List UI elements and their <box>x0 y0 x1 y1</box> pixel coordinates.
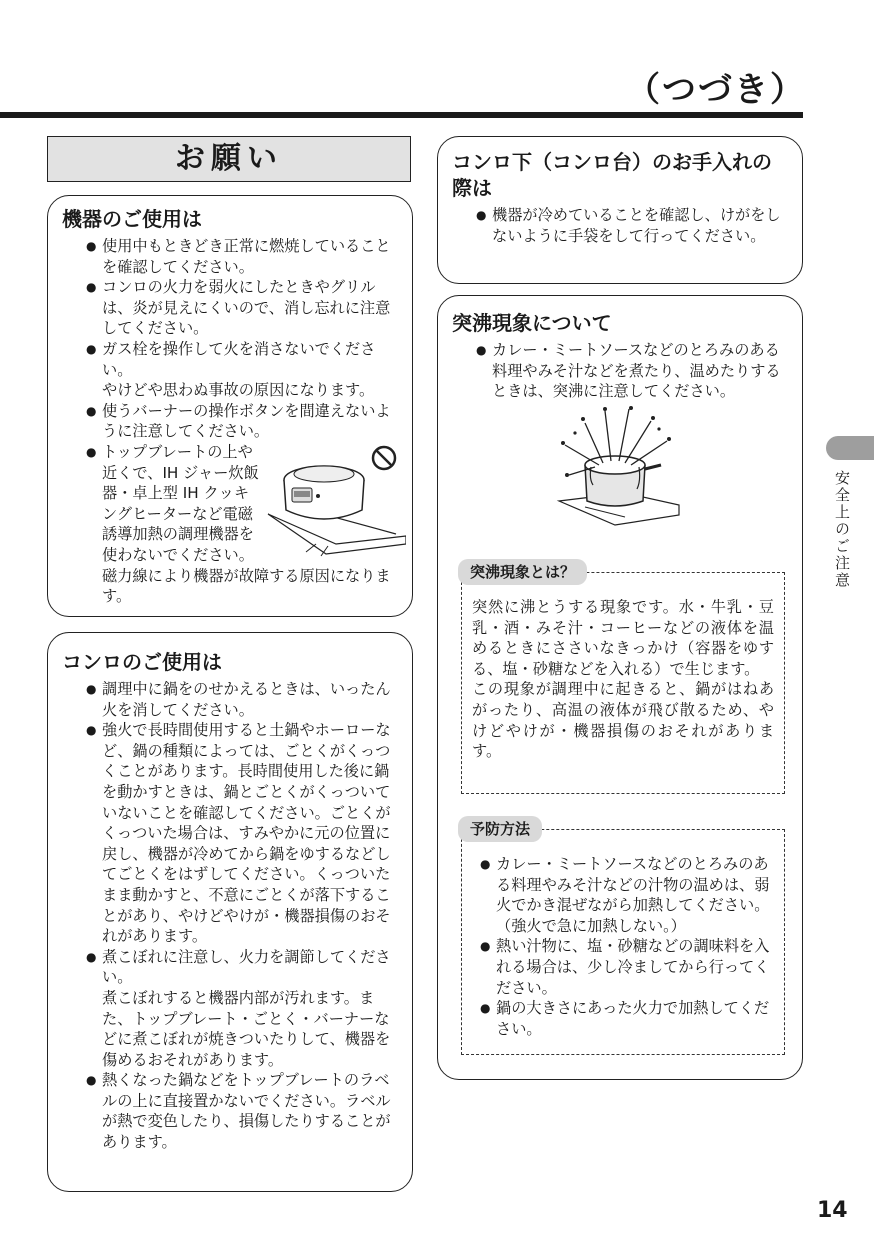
prevention-list <box>472 854 774 1039</box>
list-item: ● 強火で長時間使用すると土鍋やホーローなど、鍋の種類によっては、ごとくがくっつくことがあります。長時間使用した後に鍋を動かすときは、鍋とごとくがくっついていないことを確認してください。ごとくがくっついた場合は、すみやかに元の位置に戻し、機器が冷めてから鍋をゆするなどしてごとくをはずしてください。くっついたまま動かすと、不意にごとくが落下することがあり、やけどやけが・機器損傷のおそれがあります。 <box>86 720 398 947</box>
header-rule <box>0 112 803 118</box>
list-item: ● 煮こぼれに注意し、火力を調節してください。 煮こぼれすると機器内部が汚れます。また、トップブレート・ごとく・バーナーなどに煮こぼれが焼きついたりして、機器を傷めるおそれがあります。 <box>86 947 398 1071</box>
list-item: ● カレー・ミートソースなどのとろみのある料理やみそ汁などを煮たり、温めたりするときは、突沸に注意してください。 <box>476 340 788 402</box>
prevention-label: 予防方法 <box>458 816 542 842</box>
toppu-title: 突沸現象について <box>452 311 612 335</box>
list-item: ● トップブレートの上や近くで、IH ジャー炊飯器・卓上型 IH クッキングヒーターなど電磁誘導加熱の調理機器を使わないでください。磁力線により機器が故障する原因になります。 <box>86 442 398 607</box>
chapter-label: 安全上のご注意 <box>833 470 851 589</box>
kiki-note: やけどや思わぬ事故の原因になります。 <box>102 381 375 400</box>
prevention-box <box>461 820 785 1055</box>
page-number: 14 <box>817 1198 848 1223</box>
toppu-definition-label: 突沸現象とは？ <box>458 559 587 585</box>
list-item: ● カレー・ミートソースなどのとろみのある料理やみそ汁などの汁物の温めは、弱火でかき混ぜながら加熱してください。（強火で急に加熱しない。） <box>480 854 774 936</box>
toppu-definition-text1: 突然に沸とうする現象です。水・牛乳・豆乳・酒・みそ汁・コーヒーなどの液体を温めるときにささいなきっかけ（容器をゆする、塩・砂糖などを入れる）で生じます。 <box>472 598 774 678</box>
rice-cooker-on-stove-prohibited-illustration <box>266 444 406 562</box>
konro-note: 煮こぼれすると機器内部が汚れます。また、トップブレート・ごとく・バーナーなどに煮こぼれが焼きついたりして、機器を傷めるおそれがあります。 <box>102 988 391 1069</box>
box-konro-shita <box>437 136 803 284</box>
list-item: ● 使用中もときどき正常に燃焼していることを確認してください。 <box>86 236 398 277</box>
konro-list <box>62 679 398 1153</box>
toppu-list <box>452 340 788 402</box>
box-kiki <box>47 195 413 617</box>
list-item: ● 鍋の大きさにあった火力で加熱してください。 <box>480 998 774 1039</box>
section-continued-title: （つづき） <box>626 70 806 110</box>
konro-shita-list <box>452 205 788 246</box>
list-item: ● 熱くなった鍋などをトップブレートのラベルの上に直接置かないでください。ラベルが熱で変色したり、損傷したりすることがあります。 <box>86 1070 398 1152</box>
chapter-tab <box>826 436 874 460</box>
list-item: ● 使うバーナーの操作ボタンを間違えないように注意してください。 <box>86 401 398 442</box>
konro-title: コンロのご使用は <box>62 650 222 674</box>
list-item: ● 機器が冷めていることを確認し、けがをしないように手袋をして行ってください。 <box>476 205 788 246</box>
konro-shita-title: コンロ下（コンロ台）のお手入れの際は <box>452 150 772 200</box>
boiling-pot-illustration <box>555 405 680 527</box>
onegai-banner: お願い <box>47 136 411 182</box>
box-konro <box>47 632 413 1192</box>
kiki-title: 機器のご使用は <box>62 207 202 231</box>
toppu-definition-box <box>461 563 785 794</box>
kiki-list <box>62 236 398 607</box>
list-item: ● コンロの火力を弱火にしたときやグリルは、炎が見えにくいので、消し忘れに注意してください。 <box>86 277 398 339</box>
list-item: ● 熱い汁物に、塩・砂糖などの調味料を入れる場合は、少し冷ましてから行ってください。 <box>480 936 774 998</box>
list-item: ● 調理中に鍋をのせかえるときは、いったん火を消してください。 <box>86 679 398 720</box>
list-item: ● ガス栓を操作して火を消さないでください。 やけどや思わぬ事故の原因になります。 <box>86 339 398 401</box>
toppu-definition-text2: この現象が調理中に起きると、鍋がはねあがったり、高温の液体が飛び散るため、やけどやけが・機器損傷のおそれがあります。 <box>472 680 774 761</box>
